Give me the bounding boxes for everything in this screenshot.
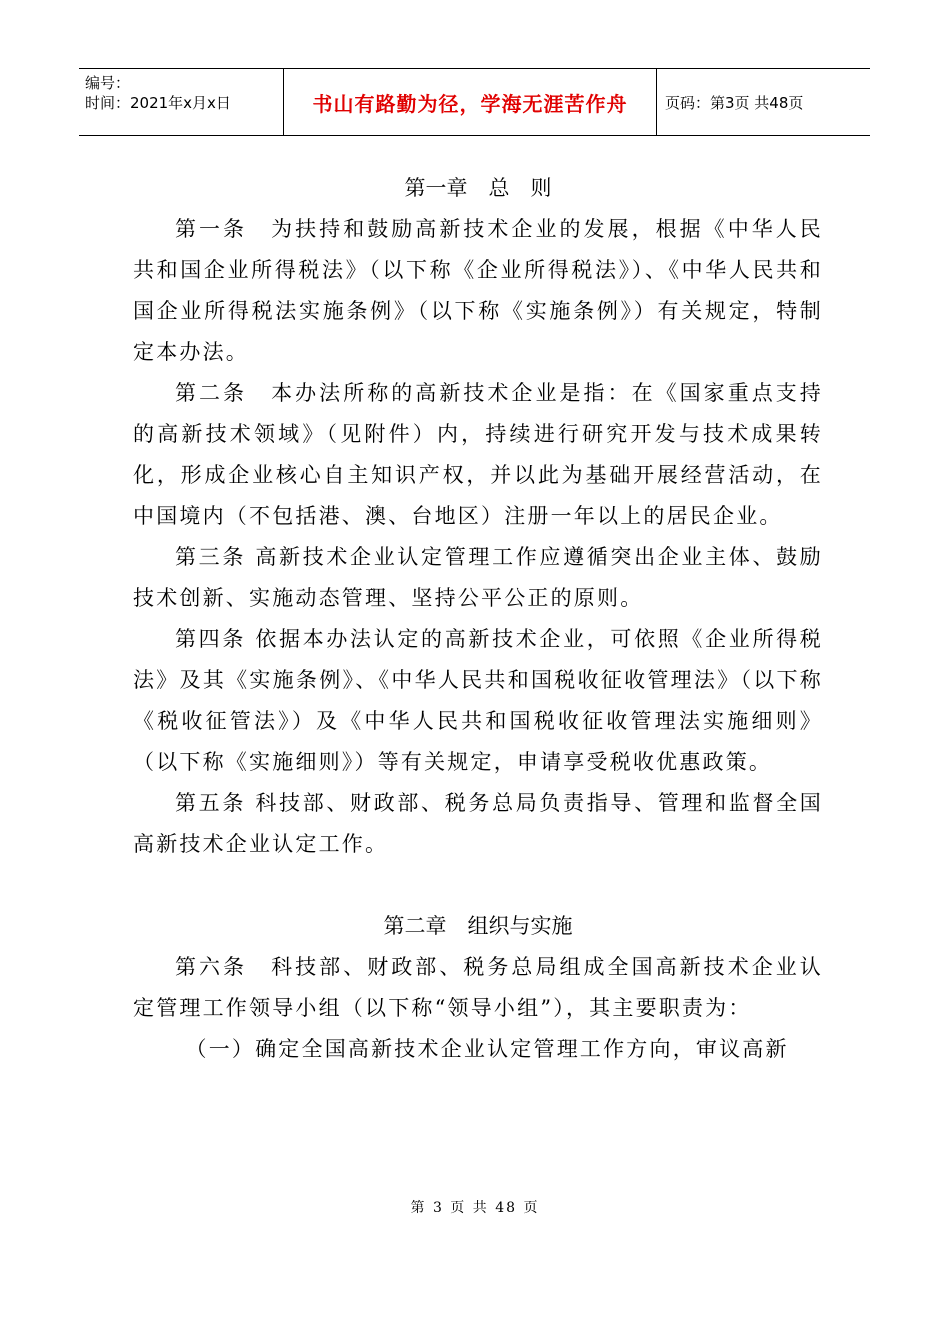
chapter-1-title: 第一章 总 则 (404, 176, 552, 200)
article-2: 第二条 本办法所称的高新技术企业是指：在《国家重点支持的高新技术领域》（见附件）内，持续进行研究开发与技术成果转化，形成企业核心自主知识产权，并以此为基础开展经营活动，在中国境内（不包括港、澳、台地区）注册一年以上的居民企业。 (133, 381, 823, 528)
article-6: 第六条 科技部、财政部、税务总局组成全国高新技术企业认定管理工作领导小组（以下称“领导小组”），其主要职责为： (133, 955, 823, 1020)
header-meta (79, 69, 283, 135)
article-3: 第三条 高新技术企业认定管理工作应遵循突出企业主体、鼓励技术创新、实施动态管理、坚持公平公正的原则。 (133, 545, 823, 610)
article-6-item-1: （一）确定全国高新技术企业认定管理工作方向，审议高新 (185, 1037, 789, 1061)
document-body (133, 168, 823, 1070)
document-number-label: 编号： (85, 74, 131, 92)
document-header (79, 68, 870, 136)
chapter-2-title: 第二章 组织与实施 (383, 914, 573, 938)
article-1: 第一条 为扶持和鼓励高新技术企业的发展，根据《中华人民共和国企业所得税法》（以下称《企业所得税法》）、《中华人民共和国企业所得税法实施条例》（以下称《实施条例》）有关规定，特制定本办法。 (133, 217, 823, 364)
article-4: 第四条 依据本办法认定的高新技术企业，可依照《企业所得税法》及其《实施条例》、《中华人民共和国税收征收管理法》（以下称《税收征管法》）及《中华人民共和国税收征收管理法实施细则》（以下称《实施细则》）等有关规定，申请享受税收优惠政策。 (133, 627, 823, 774)
header-page-info: 页码：第3页 共48页 (665, 93, 804, 112)
document-time-label: 时间：2021年x月x日 (85, 94, 231, 112)
page-footer: 第 3 页 共 48 页 (410, 1200, 540, 1216)
section-spacer (133, 865, 823, 906)
article-5: 第五条 科技部、财政部、税务总局负责指导、管理和监督全国高新技术企业认定工作。 (133, 791, 823, 856)
header-motto: 书山有路勤为径，学海无涯苦作舟 (283, 69, 657, 135)
